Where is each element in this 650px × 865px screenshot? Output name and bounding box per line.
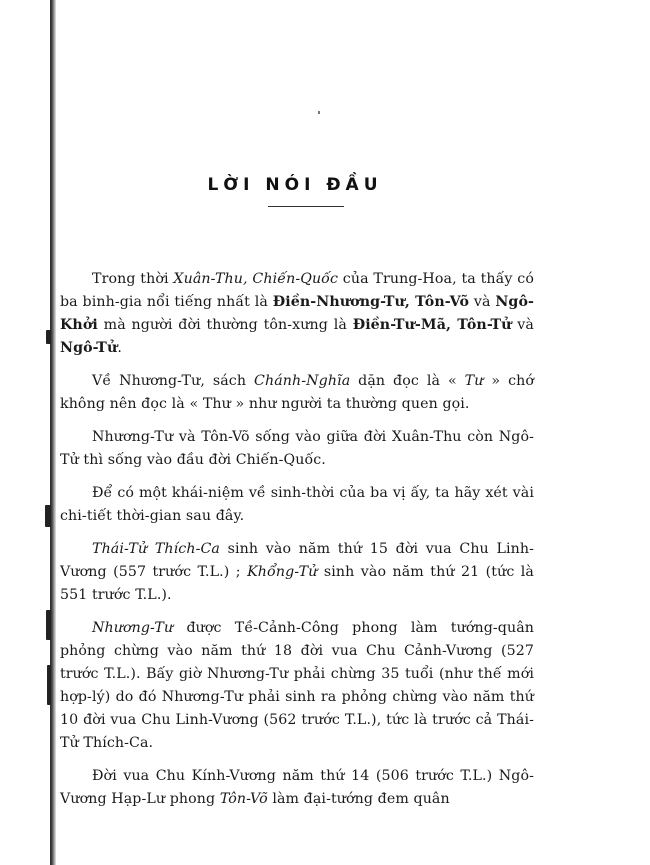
text-run: » chớ không nên đọc là « Thư » như người ta thường quen gọi.: [60, 373, 535, 412]
text-run: dặn đọc là «: [350, 373, 465, 389]
bold-text: Ngô-Khởi: [60, 294, 534, 333]
text-run: .: [117, 340, 122, 356]
paragraph: [60, 268, 534, 360]
text-run: của Trung-Hoa, ta thấy có ba binh-gia nổi tiếng nhất là: [60, 271, 534, 310]
paragraph: [60, 538, 534, 607]
text-run: sinh vào năm thứ 15 đời vua Chu Linh-Vương (557 trước T.L.) ;: [60, 541, 534, 580]
bold-text: Điền-Nhương-Tư, Tôn-Võ: [272, 294, 470, 310]
italic-text: Nhương-Tư: [92, 620, 174, 636]
text-run: Đời vua Chu Kính-Vương năm thứ 14 (506 trước T.L.) Ngô-Vương Hạp-Lư phong: [60, 768, 534, 807]
paragraph: [60, 482, 534, 528]
text-run: làm đại-tướng đem quân: [267, 791, 450, 807]
text-run: và: [469, 294, 496, 310]
italic-text: Khổng-Tử: [247, 564, 318, 580]
heading-underline: [268, 206, 344, 207]
italic-text: Tư: [464, 373, 484, 389]
scan-speck: [45, 505, 51, 527]
bold-text: Ngô-Tử: [60, 340, 118, 356]
scan-speck: [46, 610, 51, 640]
paragraph: [60, 370, 534, 416]
paragraph: [60, 426, 534, 472]
bold-text: Điền-Tư-Mã, Tôn-Tử: [352, 317, 512, 333]
italic-text: Chánh-Nghĩa: [254, 373, 351, 389]
italic-text: Thái-Tử Thích-Ca: [92, 541, 220, 557]
italic-text: Tôn-Võ: [219, 791, 268, 807]
text-run: Trong thời: [92, 271, 174, 287]
text-run: Nhương-Tư và Tôn-Võ sống vào giữa đời Xuân-Thu còn Ngô-Tử thì sống vào đầu đời Chiến-Quốc.: [60, 429, 534, 468]
text-run: và: [511, 317, 534, 333]
text-run: Về Nhương-Tư, sách: [92, 373, 254, 389]
italic-text: Xuân-Thu, Chiến-Quốc: [173, 271, 339, 287]
text-run: Để có một khái-niệm về sinh-thời của ba vị ấy, ta hãy xét vài chi-tiết thời-gian sau đây.: [60, 485, 534, 524]
scan-speck: [318, 111, 320, 114]
body-text: [60, 268, 534, 821]
text-run: được Tề-Cảnh-Công phong làm tướng-quân phỏng chừng vào năm thứ 18 đời vua Chu Cảnh-Vương (527 trước T.L.). Bấy giờ Nhương-Tư phải chừng 35 tuổi (như thế mới hợp-lý) do đó Nhương-Tư phải sinh ra phỏng chừng vào năm thứ 10 đời vua Chu Linh-Vương (562 trước T.L.), tức là trước cả Thái-Tử Thích-Ca.: [60, 620, 534, 751]
scan-speck: [46, 330, 51, 344]
text-run: sinh vào năm thứ 21 (tức là 551 trước T.L.).: [60, 564, 534, 603]
page-heading: LỜI NÓI ĐẦU: [207, 175, 383, 195]
text-run: mà người đời thường tôn-xưng là: [97, 317, 353, 333]
scan-speck: [47, 665, 51, 705]
book-binding-edge: [50, 0, 56, 865]
paragraph: [60, 765, 534, 811]
paragraph: [60, 617, 534, 755]
